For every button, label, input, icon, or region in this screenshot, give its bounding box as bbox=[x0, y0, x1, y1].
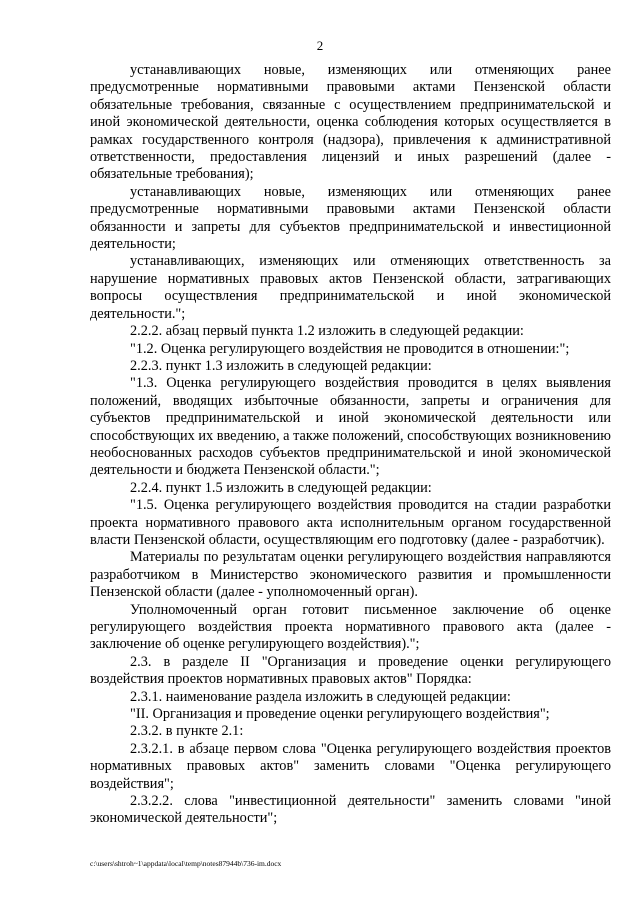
paragraph: Уполномоченный орган готовит письменное заключение об оценке регулирующего воздействия проекта нормативного правового акта (далее - заключение об оценке регулирующего воздействия)."; bbox=[90, 601, 611, 653]
paragraph: 2.2.3. пункт 1.3 изложить в следующей редакции: bbox=[130, 357, 432, 374]
paragraph: 2.3.2.2. слова "инвестиционной деятельности" заменить словами "иной экономической деятельности"; bbox=[90, 793, 611, 827]
paragraph: 2.3.2.1. в абзаце первом слова "Оценка регулирующего воздействия проектов нормативных правовых актов" заменить словами "Оценка регулирующего воздействия"; bbox=[90, 740, 611, 792]
paragraph: устанавливающих новые, изменяющих или отменяющих ранее предусмотренные нормативными правовыми актами Пензенской области обязательные требования, связанные с осуществлением предпринимательской и иной экономической деятельности, оценка соблюдения которых осуществляется в рамках государственного контроля (надзора), привлечения к административной ответственности, предоставления лицензий и иных разрешений (далее - обязательные требования); bbox=[90, 62, 611, 183]
paragraph: 2.2.2. абзац первый пункта 1.2 изложить в следующей редакции: bbox=[130, 323, 524, 340]
paragraph: 2.3. в разделе II "Организация и проведение оценки регулирующего воздействия проектов нормативных правовых актов" Порядка: bbox=[90, 653, 611, 688]
paragraph: "1.5. Оценка регулирующего воздействия проводится на стадии разработки проекта нормативного правового акта исполнительным органом государственной власти Пензенской области, осуществляющим его подготовку (далее - разработчик). bbox=[90, 497, 611, 548]
paragraph: "1.2. Оценка регулирующего воздействия не проводится в отношении:"; bbox=[130, 340, 570, 357]
paragraph: "II. Организация и проведение оценки регулирующего воздействия"; bbox=[130, 706, 550, 723]
paragraph: 2.3.2. в пункте 2.1: bbox=[130, 723, 244, 740]
paragraph: устанавливающих новые, изменяющих или отменяющих ранее предусмотренные нормативными правовыми актами Пензенской области обязанности и запреты для субъектов предпринимательской и инвестиционной деятельности; bbox=[90, 183, 611, 253]
paragraph: Материалы по результатам оценки регулирующего воздействия направляются разработчиком в Министерство экономического развития и промышленности Пензенской области (далее - уполномоченный орган). bbox=[90, 549, 611, 601]
file-path-footer: c:\users\shtroh~1\appdata\local\temp\notes87944b\736-im.docx bbox=[90, 859, 282, 868]
paragraph: 2.3.1. наименование раздела изложить в следующей редакции: bbox=[130, 688, 511, 705]
page-number: 2 bbox=[316, 38, 324, 53]
paragraph: "1.3. Оценка регулирующего воздействия проводится в целях выявления положений, вводящих избыточные обязанности, запреты и ограничения для субъектов предпринимательской и иной экономической деятельности или способствующих их введению, а также положений, способствующих возникновению необоснованных расходов субъектов предпринимательской и иной экономической деятельности и бюджета Пензенской области."; bbox=[90, 375, 611, 479]
paragraph: 2.2.4. пункт 1.5 изложить в следующей редакции: bbox=[130, 479, 432, 496]
paragraph: устанавливающих, изменяющих или отменяющих ответственность за нарушение нормативных правовых актов Пензенской области, затрагивающих вопросы осуществления предпринимательской и иной экономической деятельности."; bbox=[90, 253, 611, 322]
document-body bbox=[90, 62, 611, 828]
